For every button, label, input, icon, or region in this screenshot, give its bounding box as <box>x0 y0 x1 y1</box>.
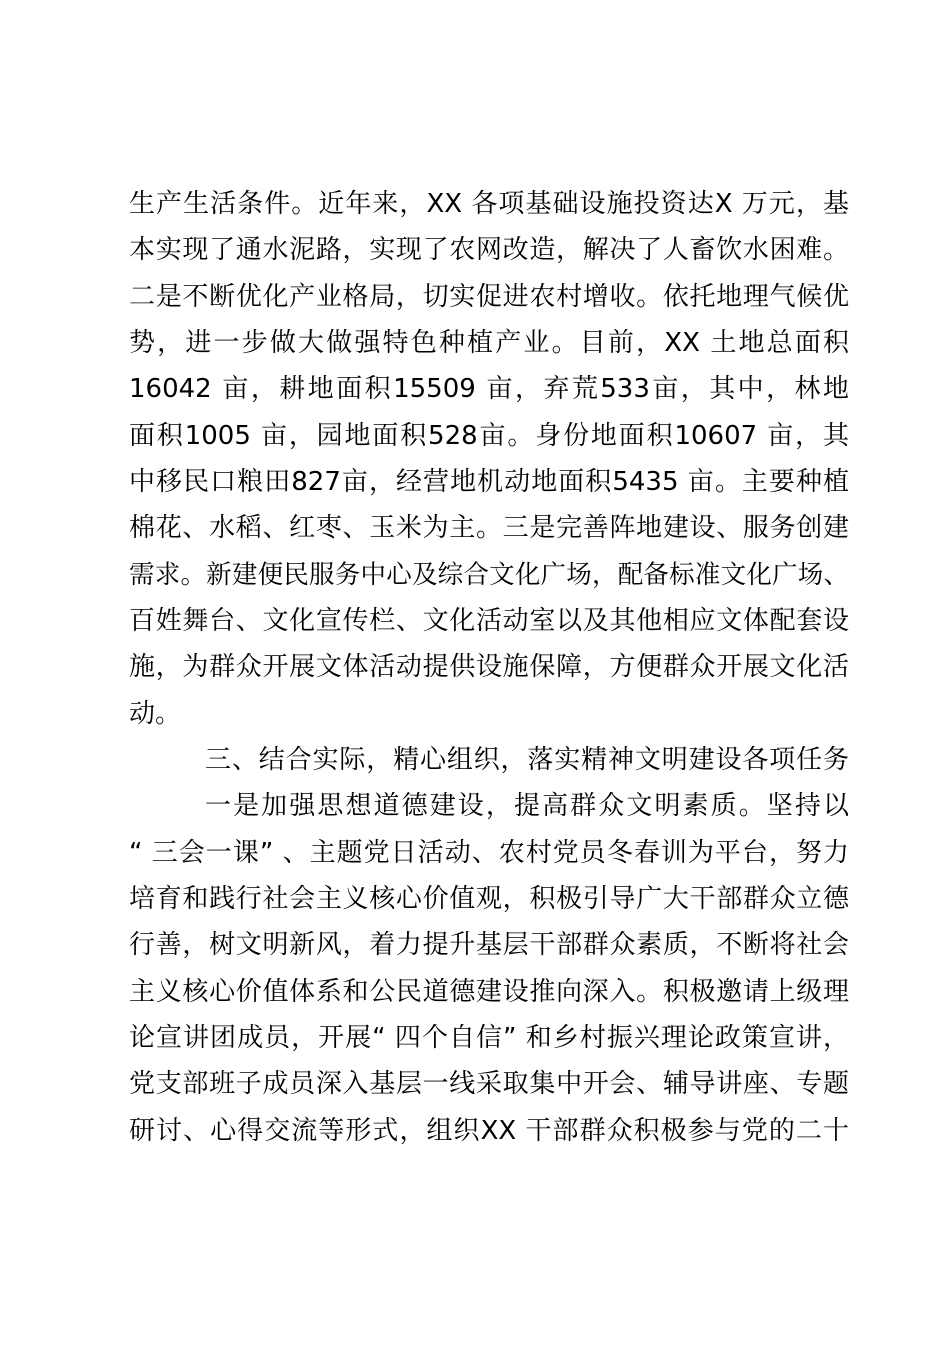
text-line: 中移民口粮田827亩，经营地机动地面积5435 亩。主要种植 <box>129 467 849 497</box>
text-line: 本实现了通水泥路，实现了农网改造，解决了人畜饮水困难。 <box>129 235 849 265</box>
text-line: 百姓舞台、文化宣传栏、文化活动室以及其他相应文体配套设 <box>129 606 849 636</box>
section-heading: 三、结合实际，精心组织，落实精神文明建设各项任务 <box>205 745 849 775</box>
text-line: 论宣讲团成员，开展“ 四个自信” 和乡村振兴理论政策宣讲， <box>129 1023 849 1053</box>
text-line: 二是不断优化产业格局，切实促进农村增收。依托地理气候优 <box>129 282 849 312</box>
paragraph-first-line: 一是加强思想道德建设，提高群众文明素质。坚持以 <box>205 791 849 821</box>
text-line: “ 三会一课” 、主题党日活动、农村党员冬春训为平台，努力 <box>129 838 849 868</box>
text-line: 培育和践行社会主义核心价值观，积极引导广大干部群众立德 <box>129 884 849 914</box>
text-line: 施，为群众开展文体活动提供设施保障，方便群众开展文化活 <box>129 652 849 682</box>
text-line: 党支部班子成员深入基层一线采取集中开会、辅导讲座、专题 <box>129 1069 849 1099</box>
text-line: 研讨、心得交流等形式，组织XX 干部群众积极参与党的二十 <box>129 1116 849 1146</box>
text-line: 主义核心价值体系和公民道德建设推向深入。积极邀请上级理 <box>129 977 849 1007</box>
text-line: 16042 亩，耕地面积15509 亩，弃荒533亩，其中，林地 <box>129 374 849 404</box>
text-line: 棉花、水稻、红枣、玉米为主。三是完善阵地建设、服务创建 <box>129 513 849 543</box>
text-line: 生产生活条件。近年来，XX 各项基础设施投资达X 万元，基 <box>129 189 849 219</box>
text-line: 需求。新建便民服务中心及综合文化广场，配备标准文化广场、 <box>129 560 849 590</box>
text-line: 动。 <box>129 699 182 729</box>
text-line: 面积1005 亩，园地面积528亩。身份地面积10607 亩，其 <box>129 421 849 451</box>
text-line: 势，进一步做大做强特色种植产业。目前，XX 土地总面积 <box>129 328 849 358</box>
text-line: 行善，树文明新风，着力提升基层干部群众素质，不断将社会 <box>129 930 849 960</box>
